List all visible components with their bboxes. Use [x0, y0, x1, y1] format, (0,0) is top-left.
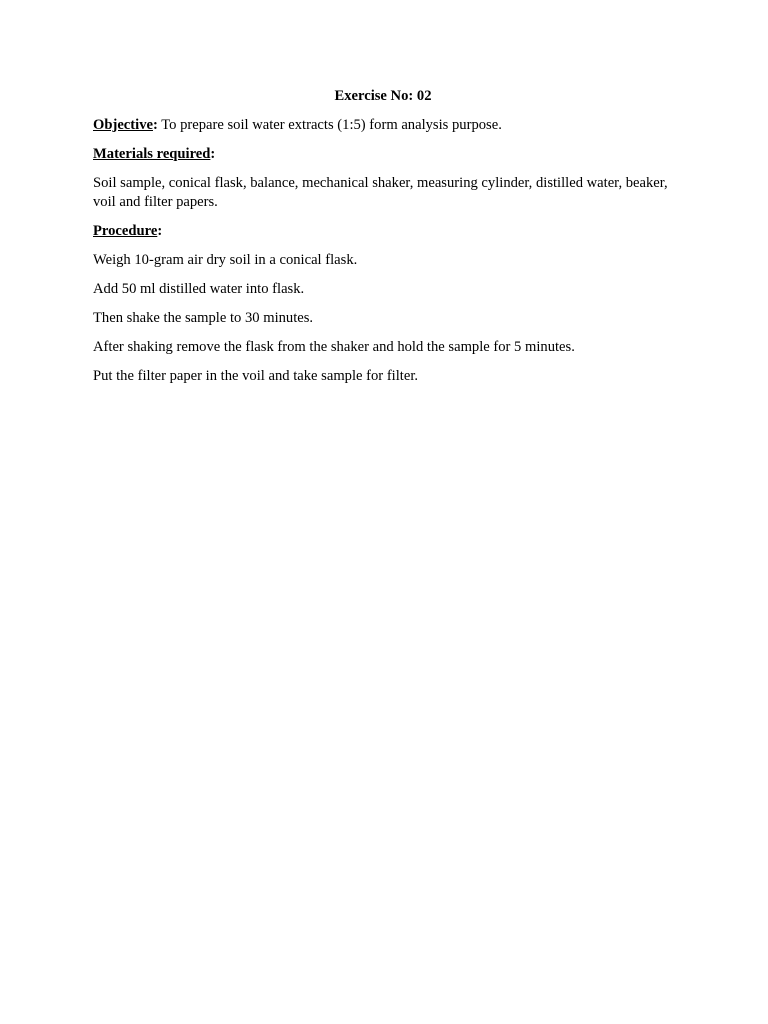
materials-heading	[93, 145, 673, 164]
objective-text: To prepare soil water extracts (1:5) form analysis purpose.	[157, 117, 502, 133]
materials-text: Soil sample, conical flask, balance, mechanical shaker, measuring cylinder, distilled water, beaker, voil and filter papers.	[93, 175, 668, 210]
procedure-step: Add 50 ml distilled water into flask.	[93, 281, 305, 297]
objective-label: Objective	[93, 117, 153, 133]
procedure-step: After shaking remove the flask from the shaker and hold the sample for 5 minutes.	[93, 339, 575, 355]
materials-label: Materials required	[93, 146, 211, 162]
objective-line	[93, 116, 673, 135]
procedure-step: Put the filter paper in the voil and take sample for filter.	[93, 368, 419, 384]
document-page	[93, 87, 673, 396]
procedure-step: Then shake the sample to 30 minutes.	[93, 310, 314, 326]
procedure-label: Procedure	[93, 223, 158, 239]
exercise-title: Exercise No: 02	[334, 88, 432, 104]
procedure-step: Weigh 10-gram air dry soil in a conical flask.	[93, 252, 358, 268]
objective-colon: :	[152, 117, 158, 133]
procedure-steps	[93, 251, 673, 386]
procedure-colon: :	[157, 223, 163, 239]
procedure-heading	[93, 222, 673, 241]
materials-colon: :	[210, 146, 216, 162]
